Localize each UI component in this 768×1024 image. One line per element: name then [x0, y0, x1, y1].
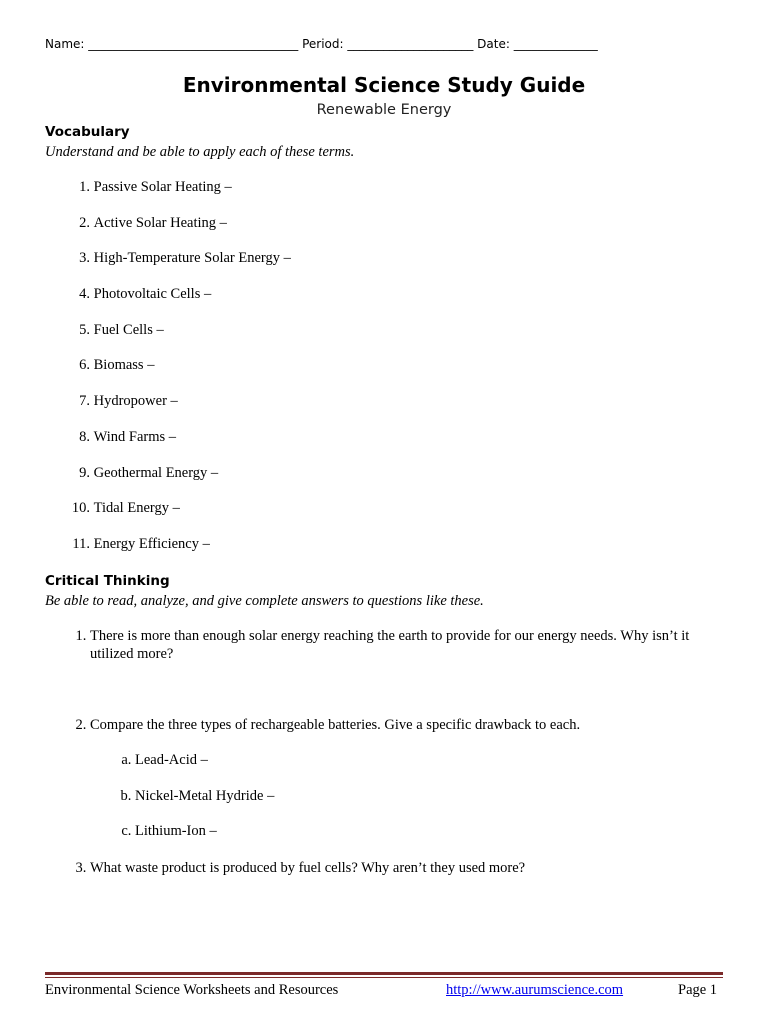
- question-2-text: Compare the three types of rechargeable batteries. Give a specific drawback to each.: [90, 717, 581, 733]
- footer-rule-thick: [45, 972, 723, 975]
- vocab-item: 1. Passive Solar Heating –: [79, 179, 232, 195]
- vocab-term: Passive Solar Heating –: [93, 179, 232, 195]
- page-number: Page 1: [678, 982, 718, 998]
- footer-website-link[interactable]: http://www.aurumscience.com: [446, 982, 624, 998]
- sub-item-text: Lithium-Ion –: [135, 823, 217, 839]
- vocab-item: 11. Energy Efficiency –: [72, 535, 210, 552]
- vocab-item: 7. Hydropower –: [79, 393, 178, 410]
- vocab-item: 8. Wind Farms –: [79, 428, 177, 445]
- vocabulary-list: [45, 179, 291, 572]
- vocab-item: 5. Fuel Cells –: [79, 321, 164, 338]
- vocab-term: Wind Farms –: [93, 428, 177, 445]
- question-2-sub-c: c. Lithium-Ion –: [121, 823, 217, 839]
- question-2-sub-b: b. Nickel-Metal Hydride –: [120, 788, 275, 804]
- sub-item-text: Nickel-Metal Hydride –: [135, 788, 275, 804]
- vocab-term: Energy Efficiency –: [93, 535, 210, 552]
- question-3-text: What waste product is produced by fuel cells? Why aren’t they used more?: [90, 860, 526, 876]
- question-2-sub-a: a. Lead-Acid –: [121, 752, 208, 768]
- footer-rule-thin: [45, 977, 723, 978]
- sub-item-text: Lead-Acid –: [135, 752, 208, 768]
- vocab-term: Fuel Cells –: [93, 321, 164, 338]
- critical-thinking-instruction: Be able to read, analyze, and give complete answers to questions like these.: [45, 593, 484, 609]
- vocab-term: Hydropower –: [93, 393, 178, 410]
- critical-thinking-heading: Critical Thinking: [45, 573, 170, 589]
- vocab-item: 3. High-Temperature Solar Energy –: [79, 250, 291, 267]
- question-3: 3. What waste product is produced by fuel cells? Why aren’t they used more?: [45, 859, 725, 877]
- question-1-text: There is more than enough solar energy reaching the earth to provide for our energy needs. Why isn’t it utilized more?: [90, 628, 690, 662]
- page-subtitle: Renewable Energy: [316, 102, 452, 118]
- vocab-term: Active Solar Heating –: [93, 214, 227, 231]
- footer-title: Environmental Science Worksheets and Resources: [45, 982, 339, 998]
- name-period-date-line: Name: ___________________________________ Period: _____________________ Date: ______________: [45, 37, 598, 51]
- vocab-term: Photovoltaic Cells –: [93, 286, 212, 303]
- vocabulary-heading: Vocabulary: [45, 124, 130, 140]
- vocab-item: 2. Active Solar Heating –: [79, 214, 227, 231]
- vocab-item: 10. Tidal Energy –: [71, 500, 180, 517]
- vocab-item: 6. Biomass –: [79, 357, 155, 374]
- vocab-term: Geothermal Energy –: [93, 464, 219, 481]
- question-1: 1. There is more than enough solar energy reaching the earth to provide for our energy needs. Why isn’t it utilized more?: [45, 627, 725, 663]
- vocabulary-instruction: Understand and be able to apply each of these terms.: [45, 144, 355, 160]
- vocab-term: High-Temperature Solar Energy –: [93, 250, 291, 267]
- vocab-term: Biomass –: [93, 357, 155, 374]
- vocab-item: 9. Geothermal Energy –: [79, 464, 219, 481]
- page-title: Environmental Science Study Guide: [182, 73, 586, 97]
- question-2: 2. Compare the three types of rechargeable batteries. Give a specific drawback to each.: [45, 716, 725, 734]
- vocab-item: 4. Photovoltaic Cells –: [79, 286, 212, 303]
- vocab-term: Tidal Energy –: [93, 500, 180, 517]
